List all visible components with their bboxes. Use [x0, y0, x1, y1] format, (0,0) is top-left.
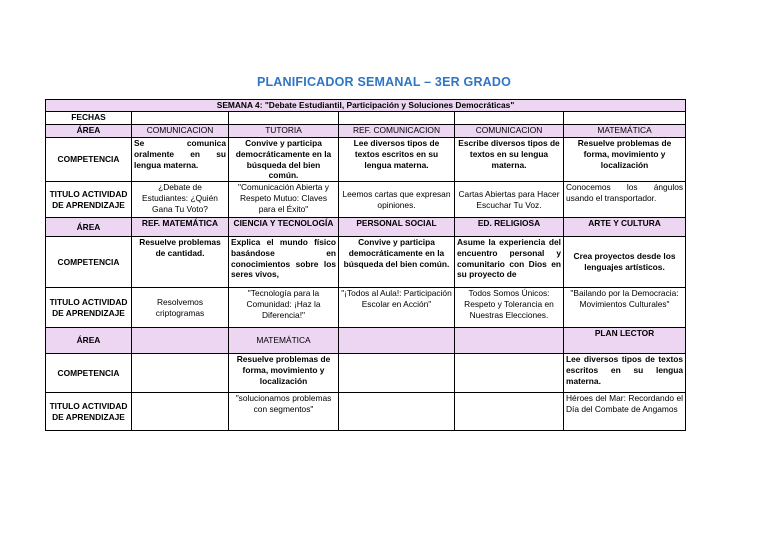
- competencia-label: COMPETENCIA: [46, 237, 132, 288]
- fechas-label: FECHAS: [46, 112, 132, 125]
- competencia-cell: Se comunica oralmente en su lengua materna.: [132, 138, 229, 182]
- area-cell: REF. COMUNICACION: [339, 125, 455, 138]
- area-cell: [132, 328, 229, 354]
- area-cell: [339, 328, 455, 354]
- fecha-cell: [455, 112, 564, 125]
- competencia-cell: Convive y participa democráticamente en la búsqueda del bien común.: [339, 237, 455, 288]
- titulo-cell: Leemos cartas que expresan opiniones.: [339, 182, 455, 218]
- area-cell: TUTORIA: [229, 125, 339, 138]
- competencia-cell: [339, 354, 455, 393]
- page-title: PLANIFICADOR SEMANAL – 3ER GRADO: [256, 75, 512, 89]
- titulo-label: TITULO ACTIVIDAD DE APRENDIZAJE: [46, 393, 132, 431]
- titulo-cell: [132, 393, 229, 431]
- weekly-planner-table: [45, 99, 686, 431]
- competencia-cell: Escribe diversos tipos de textos en su lengua materna.: [455, 138, 564, 182]
- area-cell: PLAN LECTOR: [564, 328, 686, 354]
- titulo-cell: "Tecnología para la Comunidad: ¡Haz la Diferencia!": [229, 288, 339, 328]
- fecha-cell: [564, 112, 686, 125]
- fecha-cell: [339, 112, 455, 125]
- area-cell: COMUNICACION: [455, 125, 564, 138]
- competencia-label: COMPETENCIA: [46, 138, 132, 182]
- area-cell: PERSONAL SOCIAL: [339, 218, 455, 237]
- area-cell: ED. RELIGIOSA: [455, 218, 564, 237]
- titulo-cell: [339, 393, 455, 431]
- titulo-cell: ¿Debate de Estudiantes: ¿Quién Gana Tu Voto?: [132, 182, 229, 218]
- titulo-label: TITULO ACTIVIDAD DE APRENDIZAJE: [46, 288, 132, 328]
- area-cell: MATEMÁTICA: [229, 328, 339, 354]
- competencia-cell: Explica el mundo físico basándose en conocimientos sobre los seres vivos,: [229, 237, 339, 288]
- competencia-label: COMPETENCIA: [46, 354, 132, 393]
- competencia-cell: Lee diversos tipos de textos escritos en su lengua materna.: [564, 354, 686, 393]
- competencia-cell: Convive y participa democráticamente en la búsqueda del bien común.: [229, 138, 339, 182]
- fecha-cell: [132, 112, 229, 125]
- area-cell: COMUNICACION: [132, 125, 229, 138]
- competencia-cell: [455, 354, 564, 393]
- titulo-cell: "¡Todos al Aula!: Participación Escolar en Acción": [339, 288, 455, 328]
- titulo-cell: Conocemos los ángulos usando el transportador.: [564, 182, 686, 218]
- competencia-cell: Resuelve problemas de forma, movimiento y localización: [229, 354, 339, 393]
- titulo-cell: Cartas Abiertas para Hacer Escuchar Tu Voz.: [455, 182, 564, 218]
- area-label: ÁREA: [46, 218, 132, 237]
- area-cell: ARTE Y CULTURA: [564, 218, 686, 237]
- area-cell: MATEMÁTICA: [564, 125, 686, 138]
- titulo-cell: Héroes del Mar: Recordando el Día del Combate de Angamos: [564, 393, 686, 431]
- competencia-cell: Crea proyectos desde los lenguajes artísticos.: [564, 237, 686, 288]
- titulo-label: TITULO ACTIVIDAD DE APRENDIZAJE: [46, 182, 132, 218]
- titulo-cell: Resolvemos criptogramas: [132, 288, 229, 328]
- area-label: ÁREA: [46, 125, 132, 138]
- titulo-cell: "Comunicación Abierta y Respeto Mutuo: Claves para el Éxito": [229, 182, 339, 218]
- fecha-cell: [229, 112, 339, 125]
- area-cell: CIENCIA Y TECNOLOGÍA: [229, 218, 339, 237]
- competencia-cell: [132, 354, 229, 393]
- competencia-cell: Asume la experiencia del encuentro personal y comunitario con Dios en su proyecto de: [455, 237, 564, 288]
- week-header: SEMANA 4: "Debate Estudiantil, Participación y Soluciones Democráticas": [46, 100, 686, 112]
- titulo-cell: Todos Somos Únicos: Respeto y Tolerancia en Nuestras Elecciones.: [455, 288, 564, 328]
- titulo-cell: [455, 393, 564, 431]
- area-label: ÁREA: [46, 328, 132, 354]
- competencia-cell: Resuelve problemas de forma, movimiento y localización: [564, 138, 686, 182]
- competencia-cell: Resuelve problemas de cantidad.: [132, 237, 229, 288]
- titulo-cell: "Bailando por la Democracia: Movimientos Culturales": [564, 288, 686, 328]
- titulo-cell: "solucionamos problemas con segmentos": [229, 393, 339, 431]
- competencia-cell: Lee diversos tipos de textos escritos en su lengua materna.: [339, 138, 455, 182]
- area-cell: [455, 328, 564, 354]
- area-cell: REF. MATEMÁTICA: [132, 218, 229, 237]
